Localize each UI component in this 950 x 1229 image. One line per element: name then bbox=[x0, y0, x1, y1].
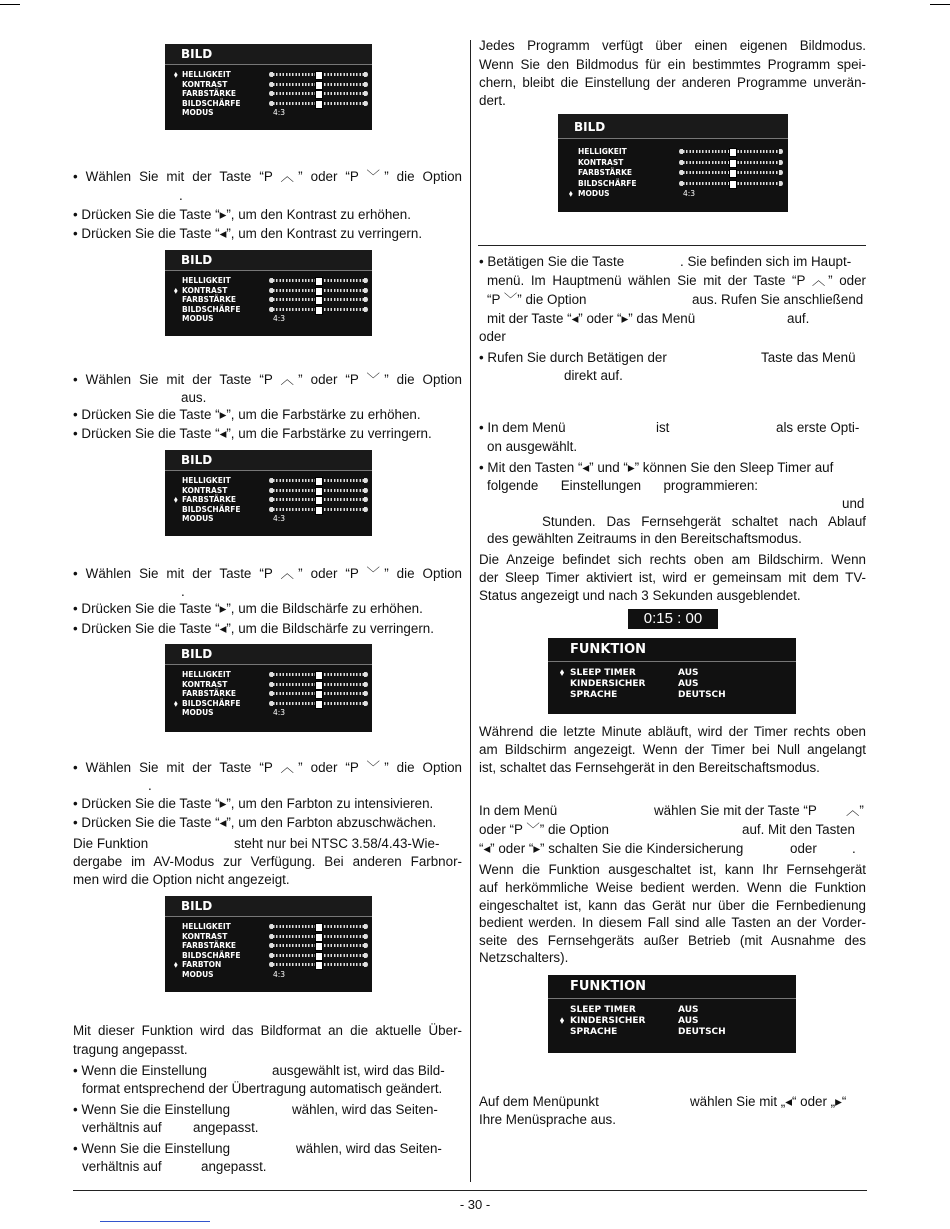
slider-bar bbox=[273, 944, 364, 947]
menu-row-sleep-timer: ⬧ SLEEP TIMER AUS bbox=[560, 668, 699, 678]
instruction-line: “P ﹀” die Option bbox=[487, 292, 587, 307]
selector-icon: ⬧ bbox=[174, 960, 178, 969]
paragraph-line: verhältnis auf bbox=[82, 1159, 162, 1174]
section-divider bbox=[478, 245, 866, 246]
instruction-line: • Mit den Tasten “◂” und “▸” können Sie den Sleep Timer auf bbox=[479, 460, 834, 475]
selector-icon: ⬧ bbox=[174, 70, 178, 79]
menu-row-bildschaerfe: BILDSCHÄRFE bbox=[165, 505, 372, 515]
menu-row-helligkeit: HELLIGKEIT bbox=[558, 147, 788, 158]
slider-bar bbox=[273, 935, 364, 938]
menu-row-kontrast: KONTRAST bbox=[558, 158, 788, 169]
page-number: - 30 - bbox=[459, 1197, 491, 1212]
menu-title: BILD bbox=[165, 250, 372, 271]
menu-row-modus: MODUS 4:3 bbox=[182, 314, 286, 323]
slider-bar bbox=[273, 673, 364, 676]
menu-row-sleep-timer: SLEEP TIMER AUS bbox=[570, 1005, 699, 1015]
menu-row-kontrast: KONTRAST bbox=[165, 932, 372, 942]
instruction-line: mit der Taste “◂” oder “▸” das Menü bbox=[487, 311, 696, 326]
paragraph-line: Status angezeigt und nach 3 Sekunden ausgeblendet. bbox=[479, 588, 801, 603]
instruction-line: des gewählten Zeitraums in den Bereitschaftsmodus. bbox=[487, 531, 802, 546]
instruction-line: • Drücken Sie die Taste “◂”, um den Farbton abzuschwächen. bbox=[73, 815, 437, 830]
instruction-line: auf. bbox=[787, 311, 810, 326]
paragraph-line: wählen, wird das Seiten- bbox=[292, 1102, 438, 1117]
instruction-line: • Drücken Sie die Taste “▸”, um den Farbton zu intensivieren. bbox=[73, 796, 434, 811]
menu-row-modus: MODUS 4:3 bbox=[182, 514, 286, 523]
slider-bar bbox=[273, 102, 364, 105]
instruction-line: • Wählen Sie mit der Taste “P ︿” oder “P ﹀” die Option bbox=[73, 760, 462, 775]
paragraph-line: Netzschalters). bbox=[479, 950, 569, 965]
paragraph-line: In dem Menü bbox=[479, 803, 558, 818]
paragraph-line: seite des Fernsehgeräts außer Betrieb (mit Ausnahme des bbox=[479, 933, 866, 948]
slider-bar bbox=[273, 692, 364, 695]
paragraph-line: dergabe im AV-Modus zur Verfügung. Bei anderen Farbnor- bbox=[73, 854, 462, 869]
slider-bar bbox=[273, 925, 364, 928]
paragraph-line: Mit dieser Funktion wird das Bildformat an die aktuelle Über- bbox=[73, 1023, 462, 1038]
menu-row-sprache: SPRACHE DEUTSCH bbox=[570, 690, 726, 700]
paragraph-line: oder bbox=[790, 841, 817, 856]
menu-row-helligkeit: HELLIGKEIT bbox=[165, 670, 372, 680]
paragraph-line: • Wenn die Einstellung bbox=[73, 1063, 207, 1078]
instruction-line: • Drücken Sie die Taste “▸”, um die Farbstärke zu erhöhen. bbox=[73, 407, 421, 422]
funktion-menu-kindersicher bbox=[548, 975, 796, 1053]
menu-row-kindersicher: ⬧ KINDERSICHER AUS bbox=[560, 1016, 699, 1026]
instruction-line: . Sie befinden sich im Haupt- bbox=[680, 254, 852, 269]
paragraph-line: eingeschaltet ist, kann das Gerät nur über die Fernbedienung bbox=[479, 898, 866, 913]
instruction-line: als erste Opti- bbox=[776, 420, 860, 435]
instruction-line: . bbox=[181, 584, 185, 599]
instruction-line: aus. Rufen Sie anschließend bbox=[692, 292, 864, 307]
paragraph-line: angepasst. bbox=[193, 1120, 259, 1135]
paragraph-line: ist, schaltet das Fernsehgerät in den Bereitschaftsmodus. bbox=[479, 760, 820, 775]
menu-title: BILD bbox=[165, 450, 372, 471]
slider-bar bbox=[273, 92, 364, 95]
paragraph-line: format entsprechend der Übertragung automatisch geändert. bbox=[82, 1081, 443, 1096]
paragraph-line: tragung angepasst. bbox=[73, 1042, 188, 1057]
crop-mark-top-right bbox=[930, 4, 950, 5]
menu-row-farbstaerke: FARBSTÄRKE bbox=[165, 89, 372, 99]
paragraph-line: Wenn die Funktion ausgeschaltet ist, kann Ihr Fernsehgerät bbox=[479, 862, 866, 877]
footer-link-underline[interactable] bbox=[100, 1221, 210, 1222]
instruction-line: • Rufen Sie durch Betätigen der bbox=[479, 350, 667, 365]
instruction-line: • Wählen Sie mit der Taste “P ︿” oder “P ﹀” die Option bbox=[73, 169, 462, 184]
instruction-line: direkt auf. bbox=[564, 368, 623, 383]
menu-row-bildschaerfe: ⬧ BILDSCHÄRFE bbox=[165, 699, 372, 709]
menu-row-kontrast: KONTRAST bbox=[165, 680, 372, 690]
paragraph-line: Die Funktion bbox=[73, 836, 149, 851]
paragraph-line: Wenn Sie den Bildmodus für ein bestimmtes Programm spei- bbox=[479, 57, 866, 72]
slider-bar bbox=[273, 489, 364, 492]
paragraph-line: bedient werden. In diesem Fall sind alle Tasten an der Vorder- bbox=[479, 915, 866, 930]
paragraph-line: men wird die Option nicht angezeigt. bbox=[73, 872, 290, 887]
instruction-line: • Drücken Sie die Taste “▸”, um die Bildschärfe zu erhöhen. bbox=[73, 601, 423, 616]
menu-row-kontrast: KONTRAST bbox=[165, 80, 372, 90]
menu-row-modus: ⬧ MODUS 4:3 bbox=[569, 189, 696, 198]
paragraph-line: auf herkömmliche Weise bedient werden. Wenn die Funktion bbox=[479, 880, 866, 895]
menu-row-farbton: ⬧ FARBTON bbox=[165, 960, 372, 970]
menu-row-helligkeit: HELLIGKEIT bbox=[165, 922, 372, 932]
instruction-line: oder bbox=[479, 329, 506, 344]
menu-row-bildschaerfe: BILDSCHÄRFE bbox=[165, 99, 372, 109]
menu-row-kontrast: ⬧ KONTRAST bbox=[165, 286, 372, 296]
paragraph-line: wählen Sie mit der Taste “P bbox=[654, 803, 817, 818]
slider-bar bbox=[683, 171, 779, 174]
bild-menu-farbstaerke bbox=[165, 450, 372, 536]
instruction-line: und bbox=[842, 496, 865, 511]
instruction-line: • In dem Menü bbox=[479, 420, 566, 435]
slider-bar bbox=[273, 308, 364, 311]
slider-bar bbox=[273, 508, 364, 511]
footer-rule bbox=[73, 1190, 867, 1191]
bild-menu-helligkeit bbox=[165, 44, 372, 130]
menu-row-farbstaerke: FARBSTÄRKE bbox=[558, 168, 788, 179]
paragraph-line: steht nur bei NTSC 3.58/4.43-Wie- bbox=[234, 836, 440, 851]
menu-row-farbstaerke: FARBSTÄRKE bbox=[165, 941, 372, 951]
slider-bar bbox=[273, 963, 364, 966]
paragraph-line: • Wenn Sie die Einstellung bbox=[73, 1141, 231, 1156]
instruction-line: • Wählen Sie mit der Taste “P ︿” oder “P ﹀” die Option bbox=[73, 372, 462, 387]
slider-bar bbox=[273, 683, 364, 686]
paragraph-line: “◂” oder “▸” schalten Sie die Kindersicherung bbox=[479, 841, 744, 856]
menu-row-kontrast: KONTRAST bbox=[165, 486, 372, 496]
menu-row-helligkeit: HELLIGKEIT bbox=[165, 276, 372, 286]
menu-row-farbstaerke: FARBSTÄRKE bbox=[165, 295, 372, 305]
paragraph-line: wählen, wird das Seiten- bbox=[296, 1141, 442, 1156]
instruction-line: . bbox=[179, 188, 183, 203]
menu-row-bildschaerfe: BILDSCHÄRFE bbox=[558, 179, 788, 190]
menu-row-farbstaerke: FARBSTÄRKE bbox=[165, 689, 372, 699]
menu-row-helligkeit: ⬧ HELLIGKEIT bbox=[165, 70, 372, 80]
paragraph-line: Während die letzte Minute abläuft, wird der Timer rechts oben bbox=[479, 724, 866, 739]
paragraph-line: • Wenn Sie die Einstellung bbox=[73, 1102, 231, 1117]
instruction-line: menü. Im Hauptmenü wählen Sie mit der Taste “P ︿” oder bbox=[487, 273, 866, 288]
paragraph-line: der Sleep Timer aktiviert ist, wird er gemeinsam mit dem TV- bbox=[479, 570, 866, 585]
paragraph-line: . bbox=[852, 841, 856, 856]
bild-menu-kontrast bbox=[165, 250, 372, 336]
instruction-line: • Drücken Sie die Taste “◂”, um die Farbstärke zu verringern. bbox=[73, 426, 432, 441]
paragraph-line: Die Anzeige befindet sich rechts oben am Bildschirm. Wenn bbox=[479, 552, 866, 567]
instruction-line: on ausgewählt. bbox=[487, 439, 578, 454]
menu-row-modus: MODUS 4:3 bbox=[182, 708, 286, 717]
slider-bar bbox=[273, 289, 364, 292]
menu-row-modus: MODUS 4:3 bbox=[182, 969, 286, 979]
paragraph-line: dert. bbox=[479, 93, 506, 108]
instruction-line: ist bbox=[656, 420, 670, 435]
sleep-timer-display: 0:15 : 00 bbox=[628, 609, 718, 629]
paragraph-line: Ihre Menüsprache aus. bbox=[479, 1112, 616, 1127]
menu-title: BILD bbox=[165, 644, 372, 665]
instruction-line: folgende Einstellungen programmieren: bbox=[487, 478, 758, 493]
slider-bar bbox=[273, 498, 364, 501]
instruction-line: Taste das Menü bbox=[761, 350, 856, 365]
instruction-line: . bbox=[148, 778, 152, 793]
paragraph-line: am Bildschirm angezeigt. Wenn der Timer bei Null angelangt bbox=[479, 742, 866, 757]
menu-title: BILD bbox=[558, 114, 788, 139]
slider-bar bbox=[273, 702, 364, 705]
menu-row-helligkeit: HELLIGKEIT bbox=[165, 476, 372, 486]
instruction-line: • Drücken Sie die Taste “▸”, um den Kontrast zu erhöhen. bbox=[73, 207, 411, 222]
menu-title: BILD bbox=[165, 44, 372, 65]
bild-menu-farbton bbox=[165, 896, 372, 992]
menu-row-sprache: SPRACHE DEUTSCH bbox=[570, 1027, 726, 1037]
instruction-line: • Drücken Sie die Taste “◂”, um den Kontrast zu verringern. bbox=[73, 226, 423, 241]
paragraph-line: oder “P ﹀” die Option bbox=[479, 822, 610, 837]
selector-icon: ⬧ bbox=[560, 668, 565, 678]
menu-title: FUNKTION bbox=[548, 975, 796, 999]
slider-bar bbox=[273, 83, 364, 86]
menu-title: BILD bbox=[165, 896, 372, 917]
menu-row-farbstaerke: ⬧ FARBSTÄRKE bbox=[165, 495, 372, 505]
paragraph-line: auf. Mit den Tasten bbox=[742, 822, 855, 837]
paragraph-line: Auf dem Menüpunkt bbox=[479, 1094, 599, 1109]
selector-icon: ⬧ bbox=[174, 495, 178, 504]
funktion-menu-sleep-timer bbox=[548, 638, 796, 714]
slider-bar bbox=[273, 298, 364, 301]
menu-row-bildschaerfe: BILDSCHÄRFE bbox=[165, 305, 372, 315]
instruction-line: aus. bbox=[181, 390, 207, 405]
paragraph-line: wählen Sie mit „◂“ oder „▸“ bbox=[690, 1094, 847, 1109]
slider-bar bbox=[273, 73, 364, 76]
paragraph-line: Jedes Programm verfügt über einen eigenen Bildmodus. bbox=[479, 38, 866, 53]
menu-row-modus: MODUS 4:3 bbox=[182, 108, 286, 117]
selector-icon: ⬧ bbox=[174, 285, 178, 295]
paragraph-line: ︿” bbox=[846, 803, 864, 818]
paragraph-line: chern, bleibt die Einstellung der anderen Programme unverän- bbox=[479, 75, 866, 90]
slider-bar bbox=[273, 954, 364, 957]
bild-menu-bildschaerfe bbox=[165, 644, 372, 732]
instruction-line: Stunden. Das Fernsehgerät schaltet nach Ablauf bbox=[542, 514, 866, 529]
selector-icon: ⬧ bbox=[569, 189, 573, 198]
slider-bar bbox=[683, 182, 779, 185]
slider-bar bbox=[683, 150, 779, 153]
paragraph-line: ausgewählt ist, wird das Bild- bbox=[272, 1063, 445, 1078]
selector-icon: ⬧ bbox=[560, 1016, 565, 1026]
bild-menu-modus bbox=[558, 114, 788, 212]
crop-mark-top-left bbox=[0, 4, 20, 5]
column-divider bbox=[470, 40, 471, 1182]
paragraph-line: verhältnis auf bbox=[82, 1120, 162, 1135]
slider-bar bbox=[273, 479, 364, 482]
instruction-line: • Wählen Sie mit der Taste “P ︿” oder “P ﹀” die Option bbox=[73, 566, 462, 581]
slider-bar bbox=[273, 279, 364, 282]
instruction-line: • Drücken Sie die Taste “◂”, um die Bildschärfe zu verringern. bbox=[73, 621, 434, 636]
paragraph-line: angepasst. bbox=[201, 1159, 267, 1174]
slider-bar bbox=[683, 161, 779, 164]
selector-icon: ⬧ bbox=[174, 698, 178, 708]
menu-title: FUNKTION bbox=[548, 638, 796, 662]
instruction-line: • Betätigen Sie die Taste bbox=[479, 254, 625, 269]
menu-row-kindersicher: KINDERSICHER AUS bbox=[570, 679, 699, 689]
menu-row-bildschaerfe: BILDSCHÄRFE bbox=[165, 951, 372, 961]
